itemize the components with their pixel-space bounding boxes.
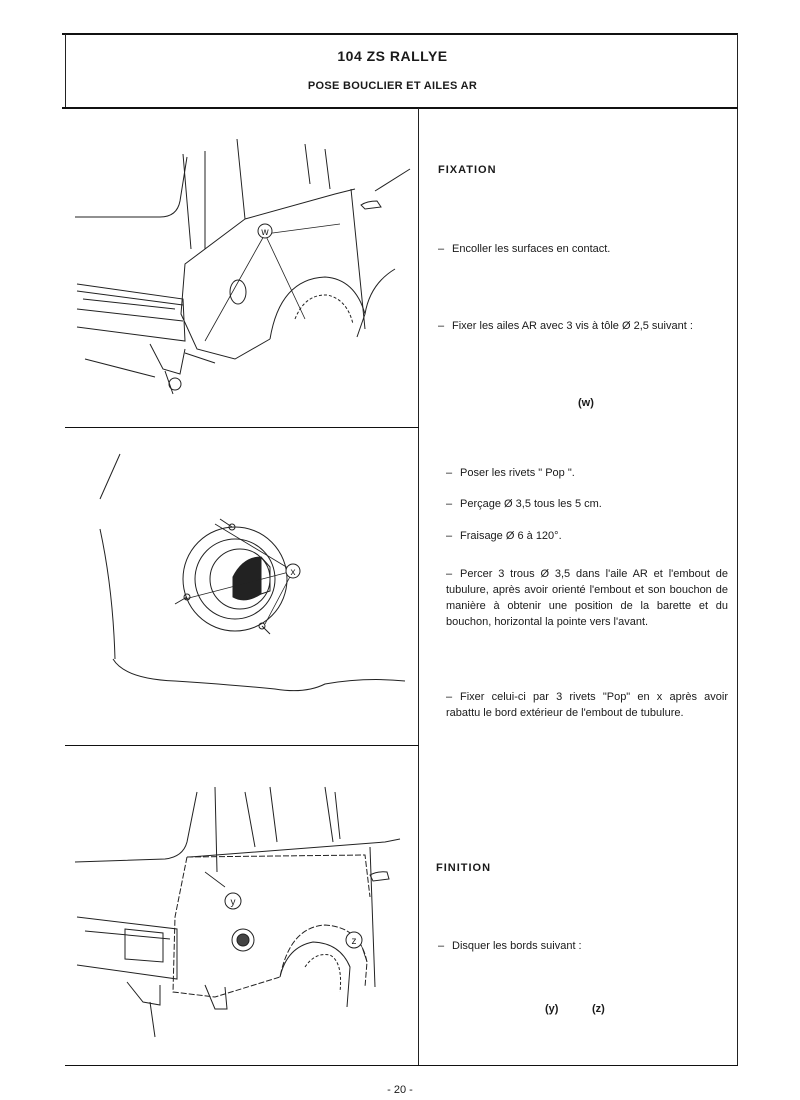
fixation-step-1 (438, 241, 728, 257)
fig3-roof-line (190, 839, 400, 857)
fig3-wing-top (187, 855, 370, 897)
rivets-step-4 (446, 566, 728, 630)
column-divider (418, 108, 419, 1066)
bullet-dash: – (446, 691, 453, 703)
fig1-body-line (181, 219, 270, 359)
fig1-callout-w: w (261, 227, 269, 238)
fig3-fuel-inner (237, 934, 249, 946)
fig2-lower-body (113, 659, 405, 691)
fig1-tow-bracket (150, 344, 185, 394)
rivets-step-2 (446, 496, 728, 512)
fig1-callout-lines (205, 224, 340, 341)
page-number: - 20 - (387, 1084, 413, 1096)
rivets-step-1-text: Poser les rivets " Pop ". (460, 467, 575, 479)
figure-rear-wing-finishing (65, 747, 417, 1065)
bullet-dash: – (446, 498, 453, 510)
fixation-step-2 (438, 318, 728, 334)
bullet-dash: – (438, 320, 445, 332)
fig3-door-line (370, 847, 375, 987)
fig3-rear-bumper (77, 917, 177, 979)
frame-right (737, 34, 738, 1066)
fig3-inner-arch (305, 955, 341, 993)
figure-divider-1 (65, 427, 419, 428)
fixation-step-2-text: Fixer les ailes AR avec 3 vis à tôle Ø 2,5 suivant : (452, 320, 693, 332)
finition-ref-y: (y) (545, 1003, 559, 1015)
finition-step-1-text: Disquer les bords suivant : (452, 940, 582, 952)
finition-ref-z: (z) (592, 1003, 605, 1015)
bottom-rule (65, 1065, 738, 1066)
bullet-dash: – (446, 568, 453, 580)
fig1-screw-ring (169, 378, 181, 390)
fig3-window-outline (75, 787, 217, 872)
fig1-lower-lines (85, 353, 215, 377)
bullet-dash: – (438, 940, 445, 952)
finition-heading: FINITION (436, 862, 492, 874)
rivets-step-3 (446, 528, 728, 544)
bullet-dash: – (446, 467, 453, 479)
rivets-step-1 (446, 465, 728, 481)
fig3-wing-outline (173, 857, 367, 997)
fixation-ref-w: (w) (578, 397, 594, 409)
fig3-callout-leaders (205, 872, 367, 962)
rivets-step-3-text: Fraisage Ø 6 à 120°. (460, 530, 562, 542)
fig1-wheel-arch (270, 277, 365, 339)
rivets-step-5-text: Fixer celui-ci par 3 rivets "Pop" en x après avoir rabattu le bord extérieur de l'embout de tubulure. (446, 691, 728, 719)
fig2-filler-cap (233, 557, 261, 600)
fig1-door-handle (361, 201, 381, 209)
bullet-dash: – (446, 530, 453, 542)
fig1-window-outline (75, 151, 205, 249)
fig1-bumper-lines (77, 291, 183, 321)
fig3-wheel-arch (280, 942, 350, 1007)
top-rule (62, 33, 738, 35)
figure-fuel-filler-rivets (65, 429, 417, 745)
fixation-heading: FIXATION (438, 164, 497, 176)
rivets-step-4-text: Percer 3 trous Ø 3,5 dans l'aile AR et l'embout de tubulure, après avoir orienté l'embout et son bouchon de manière à obtenir une position de la barette et du bouchon, horizontal la pointe vers l'avant. (446, 568, 728, 628)
bullet-dash: – (438, 243, 445, 255)
fig2-wing-edge (100, 454, 120, 659)
fig1-rear-bumper (77, 284, 185, 341)
fig3-callout-z: z (351, 936, 357, 947)
fig3-tow-bracket (127, 982, 160, 1037)
fig3-callout-y: y (230, 897, 236, 908)
document-subtitle: POSE BOUCLIER ET AILES AR (307, 80, 478, 92)
fig3-light-unit (125, 929, 163, 962)
fig3-pillars (245, 787, 340, 847)
fig2-callout-x: x (290, 567, 296, 578)
finition-step-1 (438, 938, 728, 954)
fig1-door-line (305, 144, 365, 329)
fixation-step-1-text: Encoller les surfaces en contact. (452, 243, 611, 255)
frame-left-header (65, 34, 66, 108)
figure-divider-2 (65, 745, 419, 746)
fig3-door-handle (370, 872, 389, 881)
rivets-step-5 (446, 689, 728, 721)
document-title: 104 ZS RALLYE (337, 48, 448, 64)
fig1-rear-arch-extra (365, 169, 410, 314)
rivets-step-2-text: Perçage Ø 3,5 tous les 5 cm. (460, 498, 602, 510)
figure-rear-wing-fixation (65, 109, 417, 427)
fig1-inner-arch (295, 295, 353, 324)
